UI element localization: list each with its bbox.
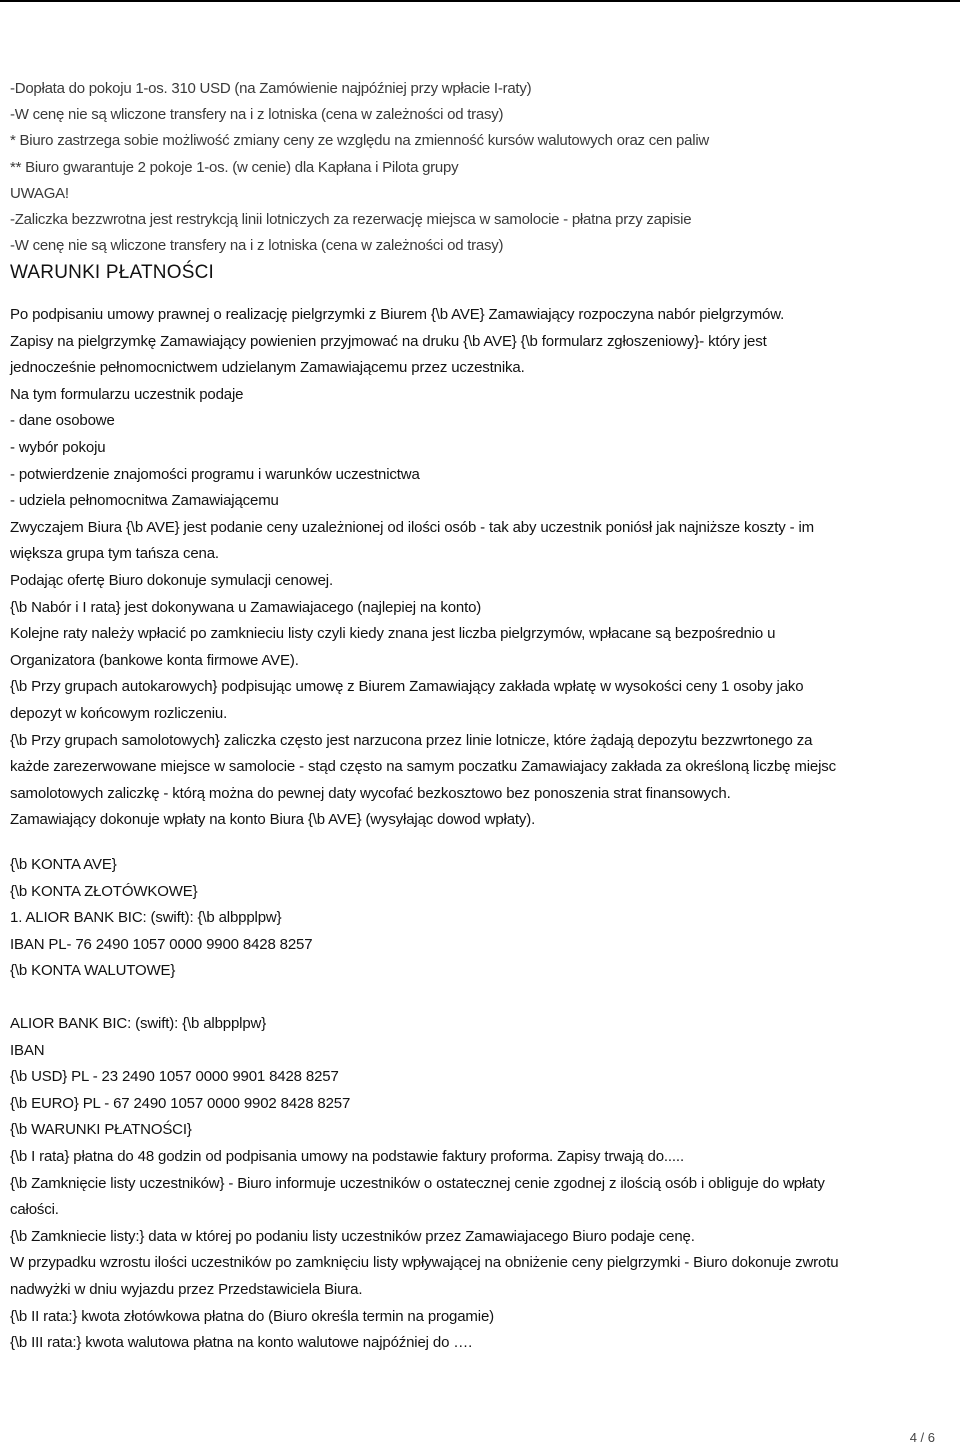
warning-label: UWAGA! [10,184,69,202]
text-line: {\b Zamkniecie listy:} data w której po podaniu listy uczestników przez Zamawiajacego Biuro podaje cenę. [10,1227,695,1245]
text-line: każde zarezerwowane miejsce w samolocie - stąd często na samym poczatku Zamawiajacy zakłada za określoną liczbę miejsc [10,758,836,776]
text-line: {\b KONTA WALUTOWE} [10,962,176,980]
text-line: {\b WARUNKI PŁATNOŚCI} [10,1121,192,1139]
list-item: - dane osobowe [10,412,115,430]
top-border-rule [0,0,960,2]
intro-notes [10,76,955,259]
text-line: Zwyczajem Biura {\b AVE} jest podanie ceny uzależnionej od ilości osób - tak aby uczestnik poniósł jak najniższe koszty - im [10,518,815,536]
text-line: nadwyżki w dniu wyjazdu przez Przedstawiciela Biura. [10,1280,363,1298]
text-line: Podając ofertę Biuro dokonuje symulacji cenowej. [10,571,333,589]
closing-terms-section [10,1011,955,1357]
text-line: Kolejne raty należy wpłacić po zamknieciu listy czyli kiedy znana jest liczba pielgrzymów, wpłacane są bezpośrednio u [10,625,776,643]
text-line: Po podpisaniu umowy prawnej o realizację pielgrzymki z Biurem {\b AVE} Zamawiający rozpoczyna nabór pielgrzymów. [10,306,785,323]
page-number: 4 / 6 [909,1430,935,1445]
text-line: IBAN [10,1041,45,1059]
text-line: {\b II rata:} kwota złotówkowa płatna do (Biuro określa termin na progamie) [10,1307,494,1325]
payment-terms-body [10,302,955,834]
iban-line: IBAN PL- 76 2490 1057 0000 9900 8428 8257 [10,935,313,953]
iban-line: {\b USD} PL - 23 2490 1057 0000 9901 8428 8257 [10,1068,339,1086]
text-line: {\b KONTA ZŁOTÓWKOWE} [10,882,198,900]
text-line: -Zaliczka bezzwrotna jest restrykcją linii lotniczych za rezerwację miejsca w samolocie - płatna przy zapisie [10,210,692,228]
text-line: {\b Przy grupach samolotowych} zaliczka często jest narzucona przez linie lotnicze, które żądają depozytu bezzwrtonego za [10,731,813,749]
text-line: Organizatora (bankowe konta firmowe AVE). [10,651,299,669]
text-line: -W cenę nie są wliczone transfery na i z lotniska (cena w zależności od trasy) [10,106,504,124]
text-line: {\b Przy grupach autokarowych} podpisując umowę z Biurem Zamawiający zakłada wpłatę w wysokości ceny 1 osoby jako [10,678,804,696]
text-line: jednocześnie pełnomocnictwem udzielanym Zamawiającemu przez uczestnika. [10,359,525,377]
bank-accounts-section [10,852,955,985]
iban-line: {\b EURO} PL - 67 2490 1057 0000 9902 8428 8257 [10,1094,351,1112]
text-line: samolotowych zaliczkę - którą można do pewnej daty wycofać bezkosztowo bez ponoszenia strat finansowych. [10,784,731,802]
text-line: większa grupa tym tańsza cena. [10,545,219,563]
text-line: Zamawiający dokonuje wpłaty na konto Biura {\b AVE} (wysyłając dowod wpłaty). [10,811,536,829]
text-line: całości. [10,1201,59,1219]
text-line: * Biuro zastrzega sobie możliwość zmiany ceny ze względu na zmienność kursów walutowych oraz cen paliw [10,132,709,150]
text-line: Zapisy na pielgrzymkę Zamawiający powienien przyjmować na druku {\b AVE} {\b formularz zgłoszeniowy}- który jest [10,332,767,350]
text-line: -W cenę nie są wliczone transfery na i z lotniska (cena w zależności od trasy) [10,237,504,255]
text-line: 1. ALIOR BANK BIC: (swift): {\b albpplpw} [10,909,282,927]
section-heading-payment-terms: WARUNKI PŁATNOŚCI [10,262,214,283]
text-line: -Dopłata do pokoju 1-os. 310 USD (na Zamówienie najpóźniej przy wpłacie I-raty) [10,80,532,97]
text-line: ALIOR BANK BIC: (swift): {\b albpplpw} [10,1015,267,1032]
text-line: {\b I rata} płatna do 48 godzin od podpisania umowy na podstawie faktury proforma. Zapisy trwają do..... [10,1147,684,1165]
text-line: {\b III rata:} kwota walutowa płatna na konto walutowe najpóźniej do …. [10,1334,473,1352]
text-line: Na tym formularzu uczestnik podaje [10,385,244,403]
text-line: depozyt w końcowym rozliczeniu. [10,704,228,722]
list-item: - udziela pełnomocnitwa Zamawiającemu [10,492,279,510]
list-item: - wybór pokoju [10,438,106,456]
list-item: - potwierdzenie znajomości programu i warunków uczestnictwa [10,465,420,483]
text-line: {\b KONTA AVE} [10,856,117,873]
text-line: {\b Zamknięcie listy uczestników} - Biuro informuje uczestników o ostatecznej cenie zgodnej z ilością osób i obliguje do wpłaty [10,1174,825,1192]
text-line: ** Biuro gwarantuje 2 pokoje 1-os. (w cenie) dla Kapłana i Pilota grupy [10,158,459,176]
text-line: W przypadku wzrostu ilości uczestników po zamknięciu listy wpływającej na obniżenie ceny pielgrzymki - Biuro dokonuje zwrotu [10,1254,839,1272]
text-line: {\b Nabór i I rata} jest dokonywana u Zamawiajacego (najlepiej na konto) [10,598,482,616]
